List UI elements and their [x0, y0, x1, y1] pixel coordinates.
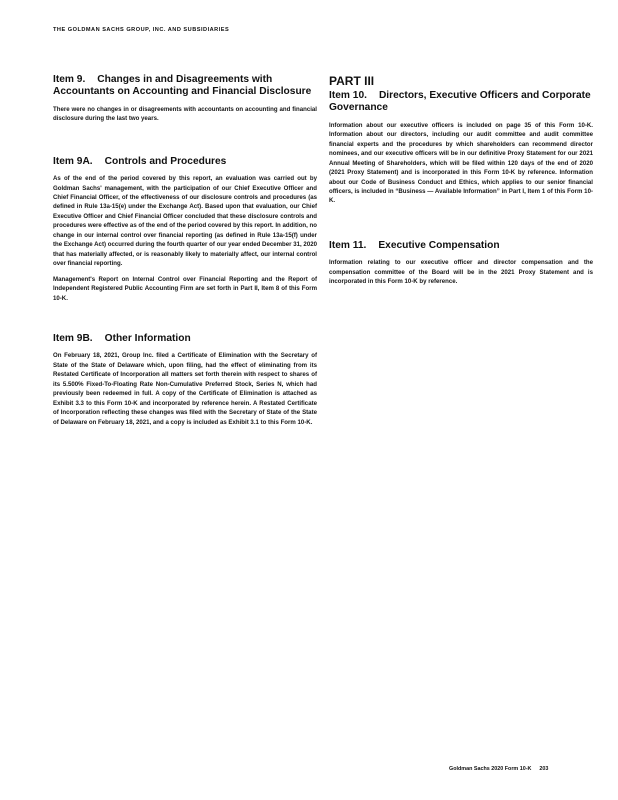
item-number: Item 9B.: [53, 333, 93, 345]
section-item-11: [329, 240, 593, 287]
left-column: [53, 74, 317, 433]
section-item-10: [329, 90, 593, 206]
paragraph: As of the end of the period covered by this report, an evaluation was carried out by Goldman Sachs' management, with the participation of our Chief Executive Officer and Chief Financial Officer, of the effectiveness of our disclosure controls and procedures (as defined in Rule 13a-15(e) under the Exchange Act). Based upon that evaluation, our Chief Executive Officer and Chief Financial Officer concluded that these disclosure controls and procedures were effective as of the end of the period covered by this report. In addition, no change in our internal control over financial reporting (as defined in Rule 13a-15(f) under the Exchange Act) occurred during the fourth quarter of our year ended December 31, 2020 that has materially affected, or is reasonably likely to materially affect, our internal control over financial reporting.: [53, 175, 317, 268]
running-head: THE GOLDMAN SACHS GROUP, INC. AND SUBSIDIARIES: [53, 27, 230, 33]
page-number: 203: [539, 766, 549, 772]
item-number: Item 9A.: [53, 155, 93, 167]
item-title: Directors, Executive Officers and Corporate Governance: [329, 90, 591, 114]
paragraph: Information relating to our executive officer and director compensation and the compensation committee of the Board will be in the 2021 Proxy Statement and is incorporated in this Form 10-K by reference.: [329, 259, 593, 286]
section-heading: [53, 74, 317, 99]
item-title: Executive Compensation: [378, 239, 500, 251]
section-heading: [329, 90, 593, 115]
paragraph: There were no changes in or disagreements with accountants on accounting and financial disclosure during the last two years.: [53, 105, 317, 123]
item-title: Controls and Procedures: [104, 155, 227, 167]
page-footer: [449, 766, 548, 772]
item-number: Item 11.: [329, 239, 367, 251]
item-title: Changes in and Disagreements with Accountants on Accounting and Financial Disclosure: [53, 74, 312, 98]
section-heading: [53, 333, 317, 345]
section-item-9b: [53, 333, 317, 427]
item-number: Item 9.: [53, 74, 86, 85]
paragraph: Management's Report on Internal Control over Financial Reporting and the Report of Independent Registered Public Accounting Firm are set forth in Part II, Item 8 of this Form 10-K.: [53, 275, 317, 302]
section-heading: [53, 156, 317, 168]
part-heading: PART III: [329, 74, 375, 88]
section-heading: [329, 240, 593, 252]
item-title: Other Information: [104, 333, 191, 345]
item-number: Item 10.: [329, 90, 367, 101]
paragraph: On February 18, 2021, Group Inc. filed a Certificate of Elimination with the Secretary of State of the State of Delaware which, upon filing, had the effect of eliminating from its Restated Certificate of Incorporation all matters set forth therein with respect to shares of its 5.500% Fixed-To-Floating Rate Non-Cumulative Preferred Stock, Series N, which had previously been redeemed in full. A copy of the Certificate of Elimination is attached as Exhibit 3.3 to this Form 10-K and incorporated by reference herein. A Restated Certificate of Incorporation reflecting these changes was filed with the Secretary of State of the State of Delaware on February 18, 2021, and a copy is included as Exhibit 3.1 to this Form 10-K.: [53, 352, 317, 426]
right-column: [329, 74, 593, 293]
section-item-9: [53, 74, 317, 124]
paragraph: Information about our executive officers is included on page 35 of this Form 10-K. Information about our directors, including our audit committee and audit committee financial experts and the procedures by which shareholders can recommend director nominees, and our executive officers will be in our definitive Proxy Statement for our 2021 Annual Meeting of Shareholders, which will be filed within 120 days of the end of 2020 (2021 Proxy Statement) and is incorporated in this Form 10-K by reference. Information about our Code of Business Conduct and Ethics, which applies to our senior financial officers, is included in “Business — Available Information” in Part I, Item 1 of this Form 10-K.: [329, 121, 593, 205]
footer-label: Goldman Sachs 2020 Form 10-K: [449, 766, 532, 772]
section-item-9a: [53, 156, 317, 303]
